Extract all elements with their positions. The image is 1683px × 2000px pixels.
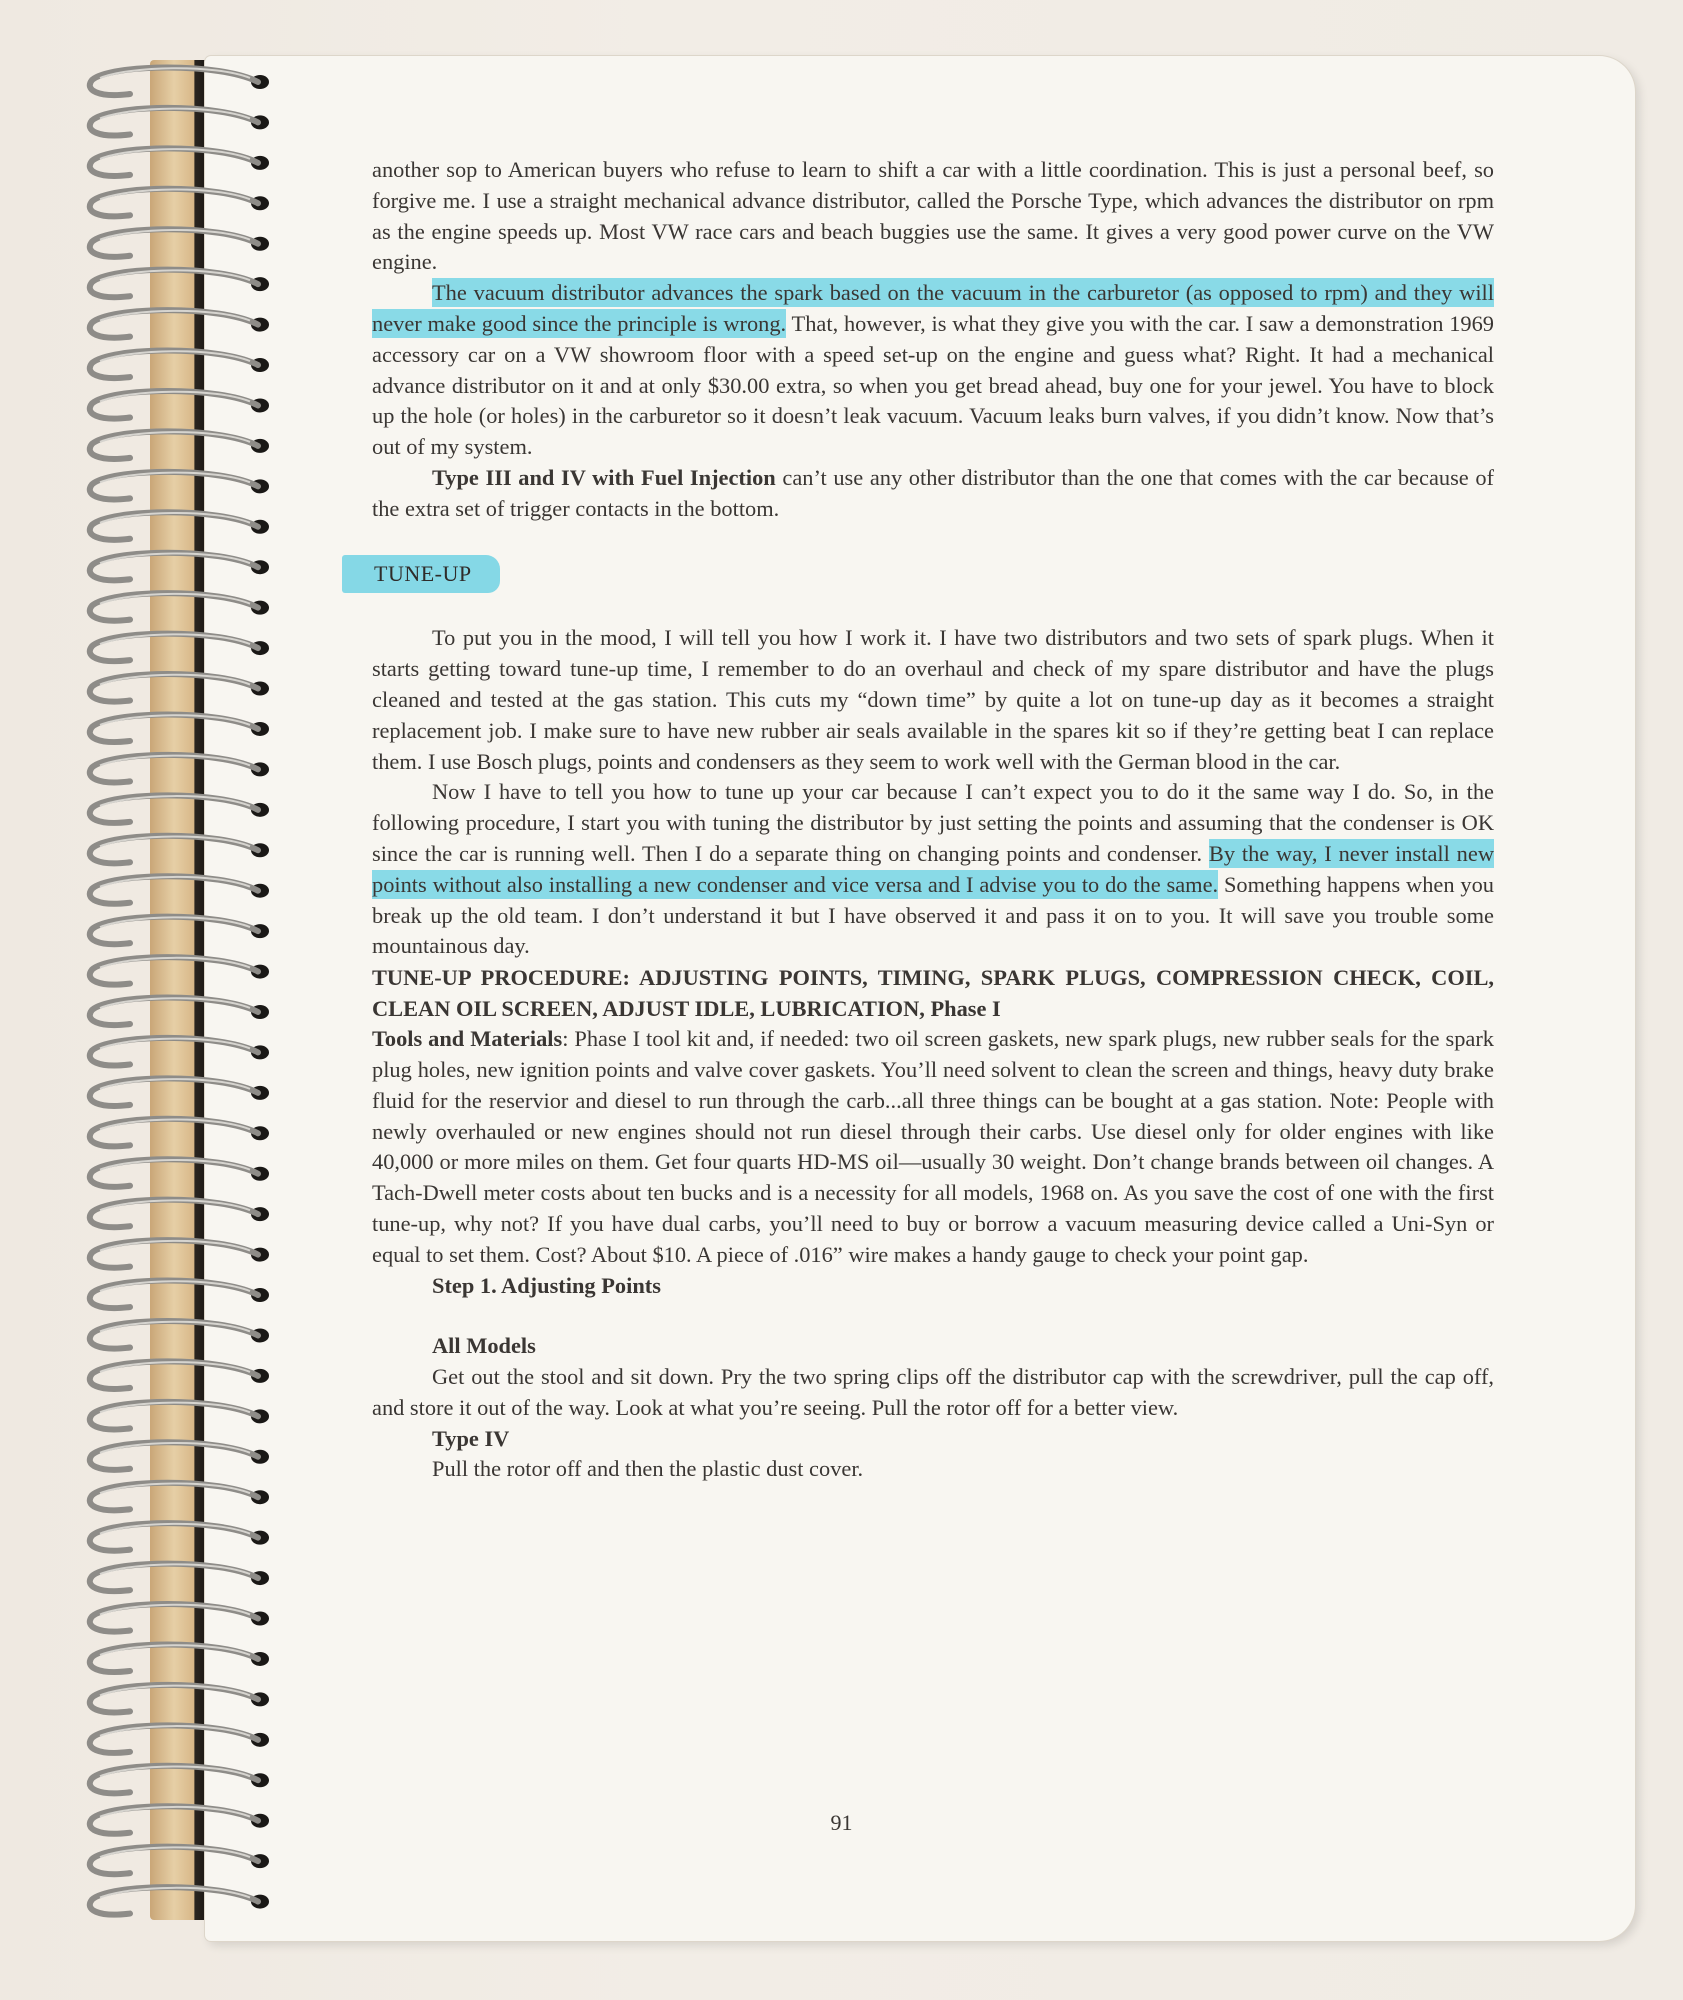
step-heading: Step 1. Adjusting Points (432, 1272, 661, 1298)
spiral-coil (90, 998, 258, 1026)
spiral-coil (90, 1847, 258, 1875)
spiral-coil (90, 108, 258, 136)
paragraph (372, 777, 1494, 962)
spiral-coil (90, 1887, 258, 1915)
spiral-coil (90, 917, 258, 945)
spiral-coil (90, 229, 258, 257)
spiral-coil (90, 148, 258, 176)
spiral-coil (90, 634, 258, 662)
paragraph-text: Now I have to tell you how to tune up your car because I can’t expect you to do it the same way I do. So, in the following procedure, I start you with tuning the distributor by just setting the points and assuming that the condenser is OK since the car is running well. Then I do a separate thing on changing points and condenser. (372, 779, 1494, 866)
paragraph: To put you in the mood, I will tell you how I work it. I have two distributors and two sets of spark plugs. When it starts getting toward tune-up time, I remember to do an overhaul and check of my spare distributor and have the plugs cleaned and tested at the gas station. This cuts my “down time” by quite a lot on tune-up day as it becomes a straight replacement job. I make sure to have new rubber air seals available in the spares kit so if they’re getting beat I can replace them. I use Bosch plugs, points and condensers as they seem to work well with the German blood in the car. (372, 625, 1494, 774)
spiral-coil (90, 189, 258, 217)
paragraph-text: Something happens when you break up the old team. I don’t understand it but I have observed it and pass it on to you. It will save you trouble some mountainous day. (372, 871, 1494, 959)
spiral-coil (90, 1442, 258, 1470)
subheading: All Models (432, 1333, 536, 1359)
spiral-coil (90, 1240, 258, 1268)
spiral-coil (90, 836, 258, 864)
spiral-coil (90, 1685, 258, 1713)
spiral-coil (90, 472, 258, 500)
paragraph: Get out the stool and sit down. Pry the two spring clips off the distributor cap with the screwdriver, pull the cap off, and store it out of the way. Look at what you’re seeing. Pull the rotor off for a better view. (372, 1364, 1494, 1420)
spiral-coil (90, 1604, 258, 1632)
page-number: 91 (830, 1810, 853, 1835)
page-text (372, 155, 1494, 1485)
bold-lead: Type III and IV with Fuel Injection (432, 464, 776, 490)
spiral-coil (90, 1766, 258, 1794)
paragraph (372, 278, 1494, 463)
tools-label: Tools and Materials (372, 1026, 563, 1052)
spiral-coil (90, 431, 258, 459)
paragraph-text: can’t use any other distributor than the one that comes with the car because of the extra set of trigger contacts in the bottom. (372, 464, 1495, 521)
paragraph-text: : Phase I tool kit and, if needed: two oil screen gaskets, new spark plugs, new rubber seals for the spark plug holes, new ignition points and valve cover gaskets. You’ll need solvent to clean the screen and things, heavy duty brake fluid for the reservior and diesel to run through the carb...all three things can be bought at a gas station. Note: People with newly overhauled or new engines should not run diesel through their carbs. Use diesel only for older engines with like 40,000 or more miles on them. Get four quarts HD-MS oil—usually 30 weight. Don’t change brands between oil changes. A Tach-Dwell meter costs about ten bucks and is a necessity for all models, 1968 on. As you save the cost of one with the first tune-up, why not? If you have dual carbs, you’ll need to buy or borrow a vacuum measuring device called a Uni-Syn or equal to set them. Cost? About $10. A piece of .016” wire makes a handy gauge to check your point gap. (372, 1026, 1494, 1267)
subheading: Type IV (432, 1425, 510, 1451)
paragraph (372, 463, 1494, 525)
spiral-coil (90, 876, 258, 904)
spiral-binding (70, 58, 270, 1938)
spiral-coil (90, 674, 258, 702)
spiral-coil (90, 1119, 258, 1147)
spiral-coil (90, 1200, 258, 1228)
spiral-coil (90, 68, 258, 96)
spiral-coil (90, 755, 258, 783)
spiral-coil (90, 957, 258, 985)
spiral-coil (90, 1644, 258, 1672)
procedure-heading: TUNE-UP PROCEDURE: ADJUSTING POINTS, TIMING, SPARK PLUGS, COMPRESSION CHECK, COIL, CLEAN OIL SCREEN, ADJUST IDLE, LUBRICATION, Phase I (372, 965, 1494, 1022)
spiral-coil (90, 1523, 258, 1551)
spiral-coil (90, 1038, 258, 1066)
spiral-coil (90, 553, 258, 581)
spiral-coil (90, 270, 258, 298)
spiral-coil (90, 1725, 258, 1753)
spiral-coil (90, 512, 258, 540)
spiral-coil (90, 1321, 258, 1349)
highlighted-text: The vacuum distributor advances the spark based on the vacuum in the carburetor (as opposed to rpm) and they will never make good since the principle is wrong. (372, 280, 1494, 336)
spiral-coil (90, 1361, 258, 1389)
spiral-coil (90, 1159, 258, 1187)
spiral-coil (90, 351, 258, 379)
spiral-coil (90, 1402, 258, 1430)
paragraph-text: That, however, is what they give you with the car. I saw a demonstration 1969 accessory car on a VW showroom floor with a speed set-up on the engine and guess what? Right. It had a mechanical advance distributor on it and at only $30.00 extra, so when you get bread ahead, buy one for your jewel. You have to block up the hole (or holes) in the carburetor so it doesn’t leak vacuum. Vacuum leaks burn valves, if you didn’t know. Now that’s out of my system. (372, 310, 1494, 460)
spiral-coil (90, 1564, 258, 1592)
paragraph: Pull the rotor off and then the plastic dust cover. (432, 1456, 864, 1482)
section-heading: TUNE-UP (342, 555, 500, 594)
spiral-coil (90, 1078, 258, 1106)
spiral-coil (90, 1281, 258, 1309)
spiral-coil (90, 714, 258, 742)
paragraph: another sop to American buyers who refuse to learn to shift a car with a little coordination. This is just a personal beef, so forgive me. I use a straight mechanical advance distributor, called the Porsche Type, which advances the distributor on rpm as the engine speeds up. Most VW race cars and beach buggies use the same. It gives a very good power curve on the VW engine. (372, 157, 1494, 275)
spiral-coil (90, 593, 258, 621)
spiral-coil (90, 391, 258, 419)
spiral-coil (90, 310, 258, 338)
tools-paragraph (372, 1024, 1494, 1270)
spiral-coil (90, 795, 258, 823)
spiral-coil (90, 1483, 258, 1511)
highlighted-text: By the way, I never install new points without also installing a new condenser and vice versa and I advise you to do the same. (372, 840, 1494, 897)
